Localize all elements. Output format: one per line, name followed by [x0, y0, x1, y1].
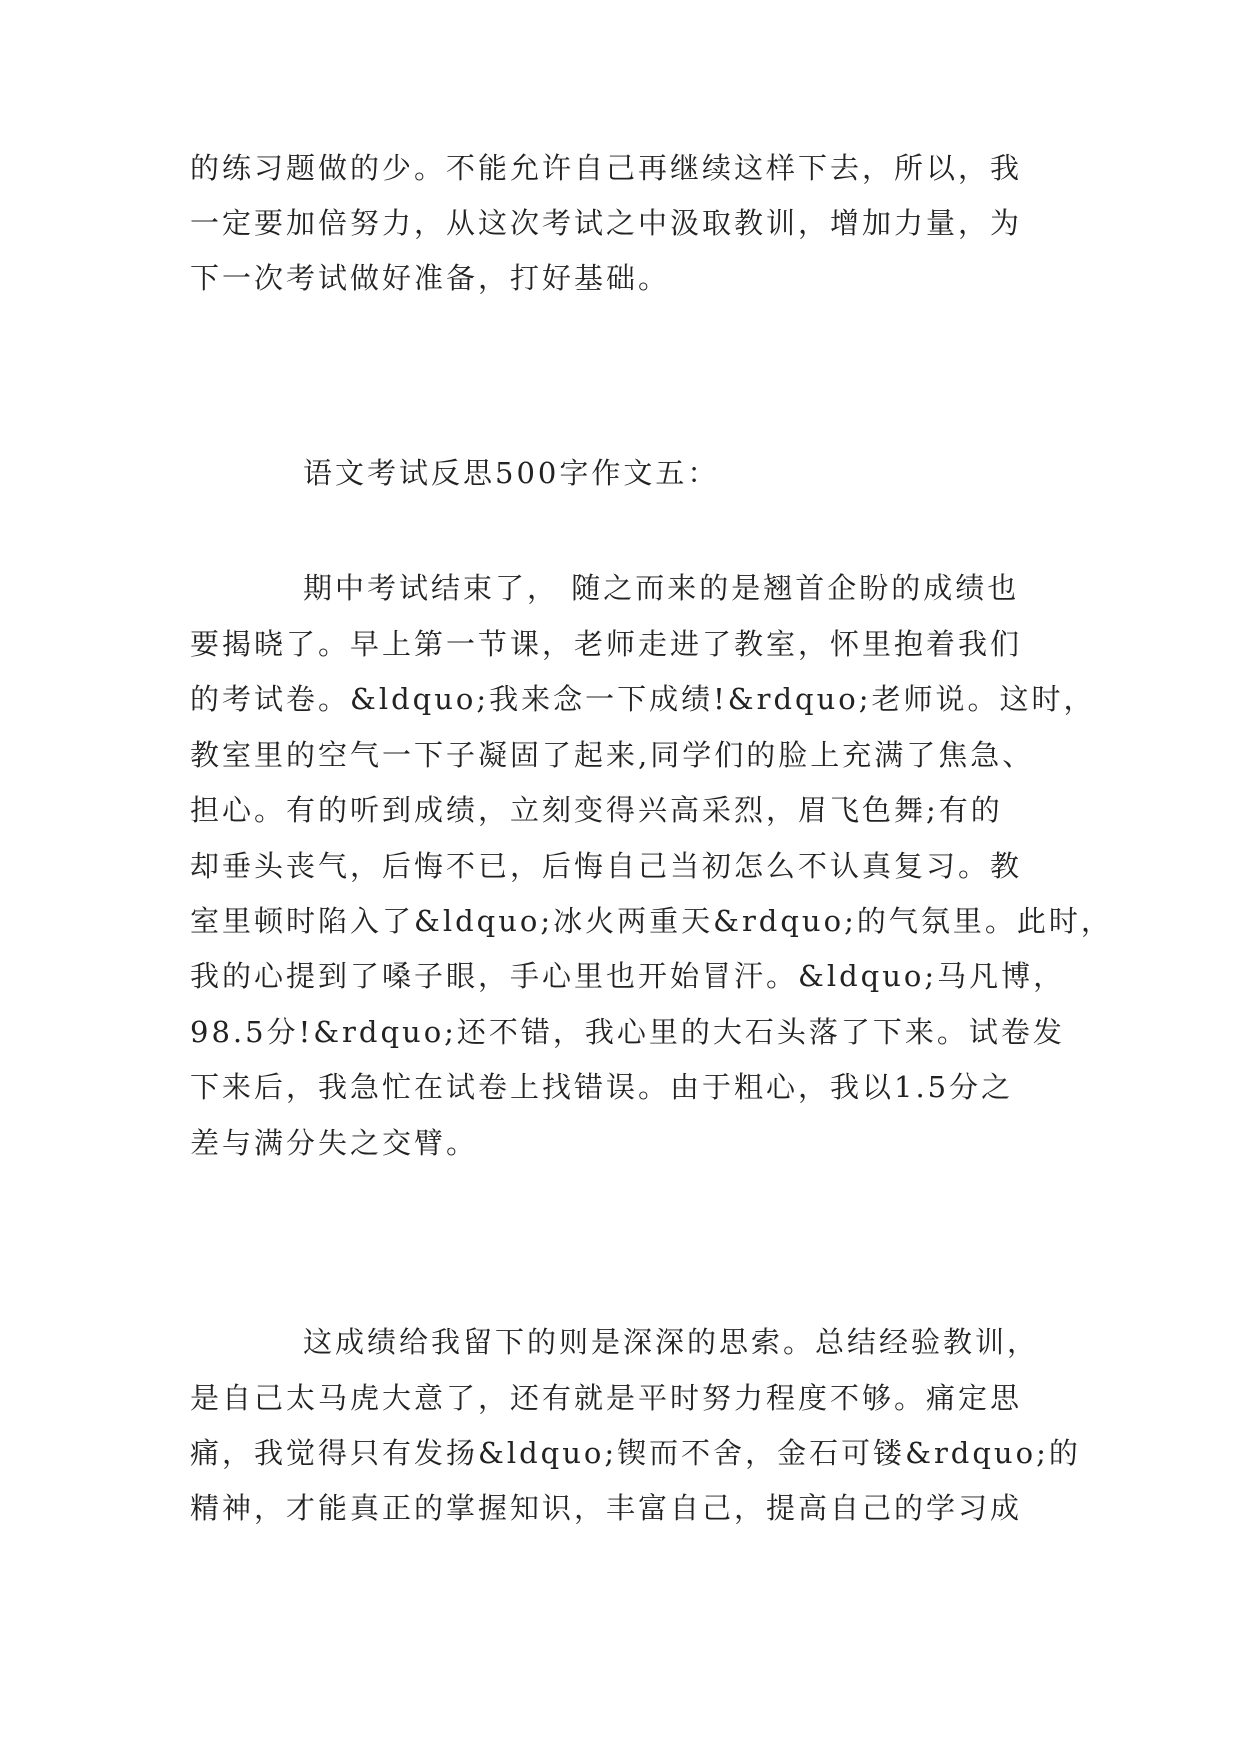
text-line: 却垂头丧气，后悔不已，后悔自己当初怎么不认真复习。教	[190, 849, 1023, 883]
text-line: 下一次考试做好准备，打好基础。	[190, 261, 671, 295]
text-line: 98.5分!&rdquo;还不错，我心里的大石头落了下来。试卷发	[190, 1015, 1065, 1049]
text-line: 下来后，我急忙在试卷上找错误。由于粗心，我以1.5分之	[190, 1070, 1014, 1104]
text-line: 痛，我觉得只有发扬&ldquo;锲而不舍，金石可镂&rdquo;的	[190, 1436, 1081, 1470]
text-line: 教室里的空气一下子凝固了起来,同学们的脸上充满了焦急、	[190, 738, 1035, 772]
text-line: 精神，才能真正的掌握知识，丰富自己，提高自己的学习成	[190, 1491, 1023, 1525]
text-line: 一定要加倍努力，从这次考试之中汲取教训，增加力量，为	[190, 206, 1023, 240]
text-line: 担心。有的听到成绩，立刻变得兴高采烈，眉飞色舞;有的	[190, 793, 1003, 827]
text-line: 是自己太马虎大意了，还有就是平时努力程度不够。痛定思	[190, 1381, 1023, 1415]
text-line: 的考试卷。&ldquo;我来念一下成绩!&rdquo;老师说。这时，	[190, 682, 1096, 716]
text-line: 差与满分失之交臂。	[190, 1126, 479, 1160]
text-line: 要揭晓了。早上第一节课，老师走进了教室，怀里抱着我们	[190, 627, 1023, 661]
text-line: 期中考试结束了， 随之而来的是翘首企盼的成绩也	[303, 571, 1020, 605]
text-line: 的练习题做的少。不能允许自己再继续这样下去，所以，我	[190, 151, 1023, 185]
text-line: 我的心提到了嗓子眼，手心里也开始冒汗。&ldquo;马凡博，	[190, 959, 1066, 993]
section-heading: 语文考试反思500字作文五：	[303, 456, 720, 490]
text-line: 这成绩给我留下的则是深深的思索。总结经验教训，	[303, 1325, 1040, 1359]
text-line: 室里顿时陷入了&ldquo;冰火两重天&rdquo;的气氛里。此时，	[190, 904, 1113, 938]
